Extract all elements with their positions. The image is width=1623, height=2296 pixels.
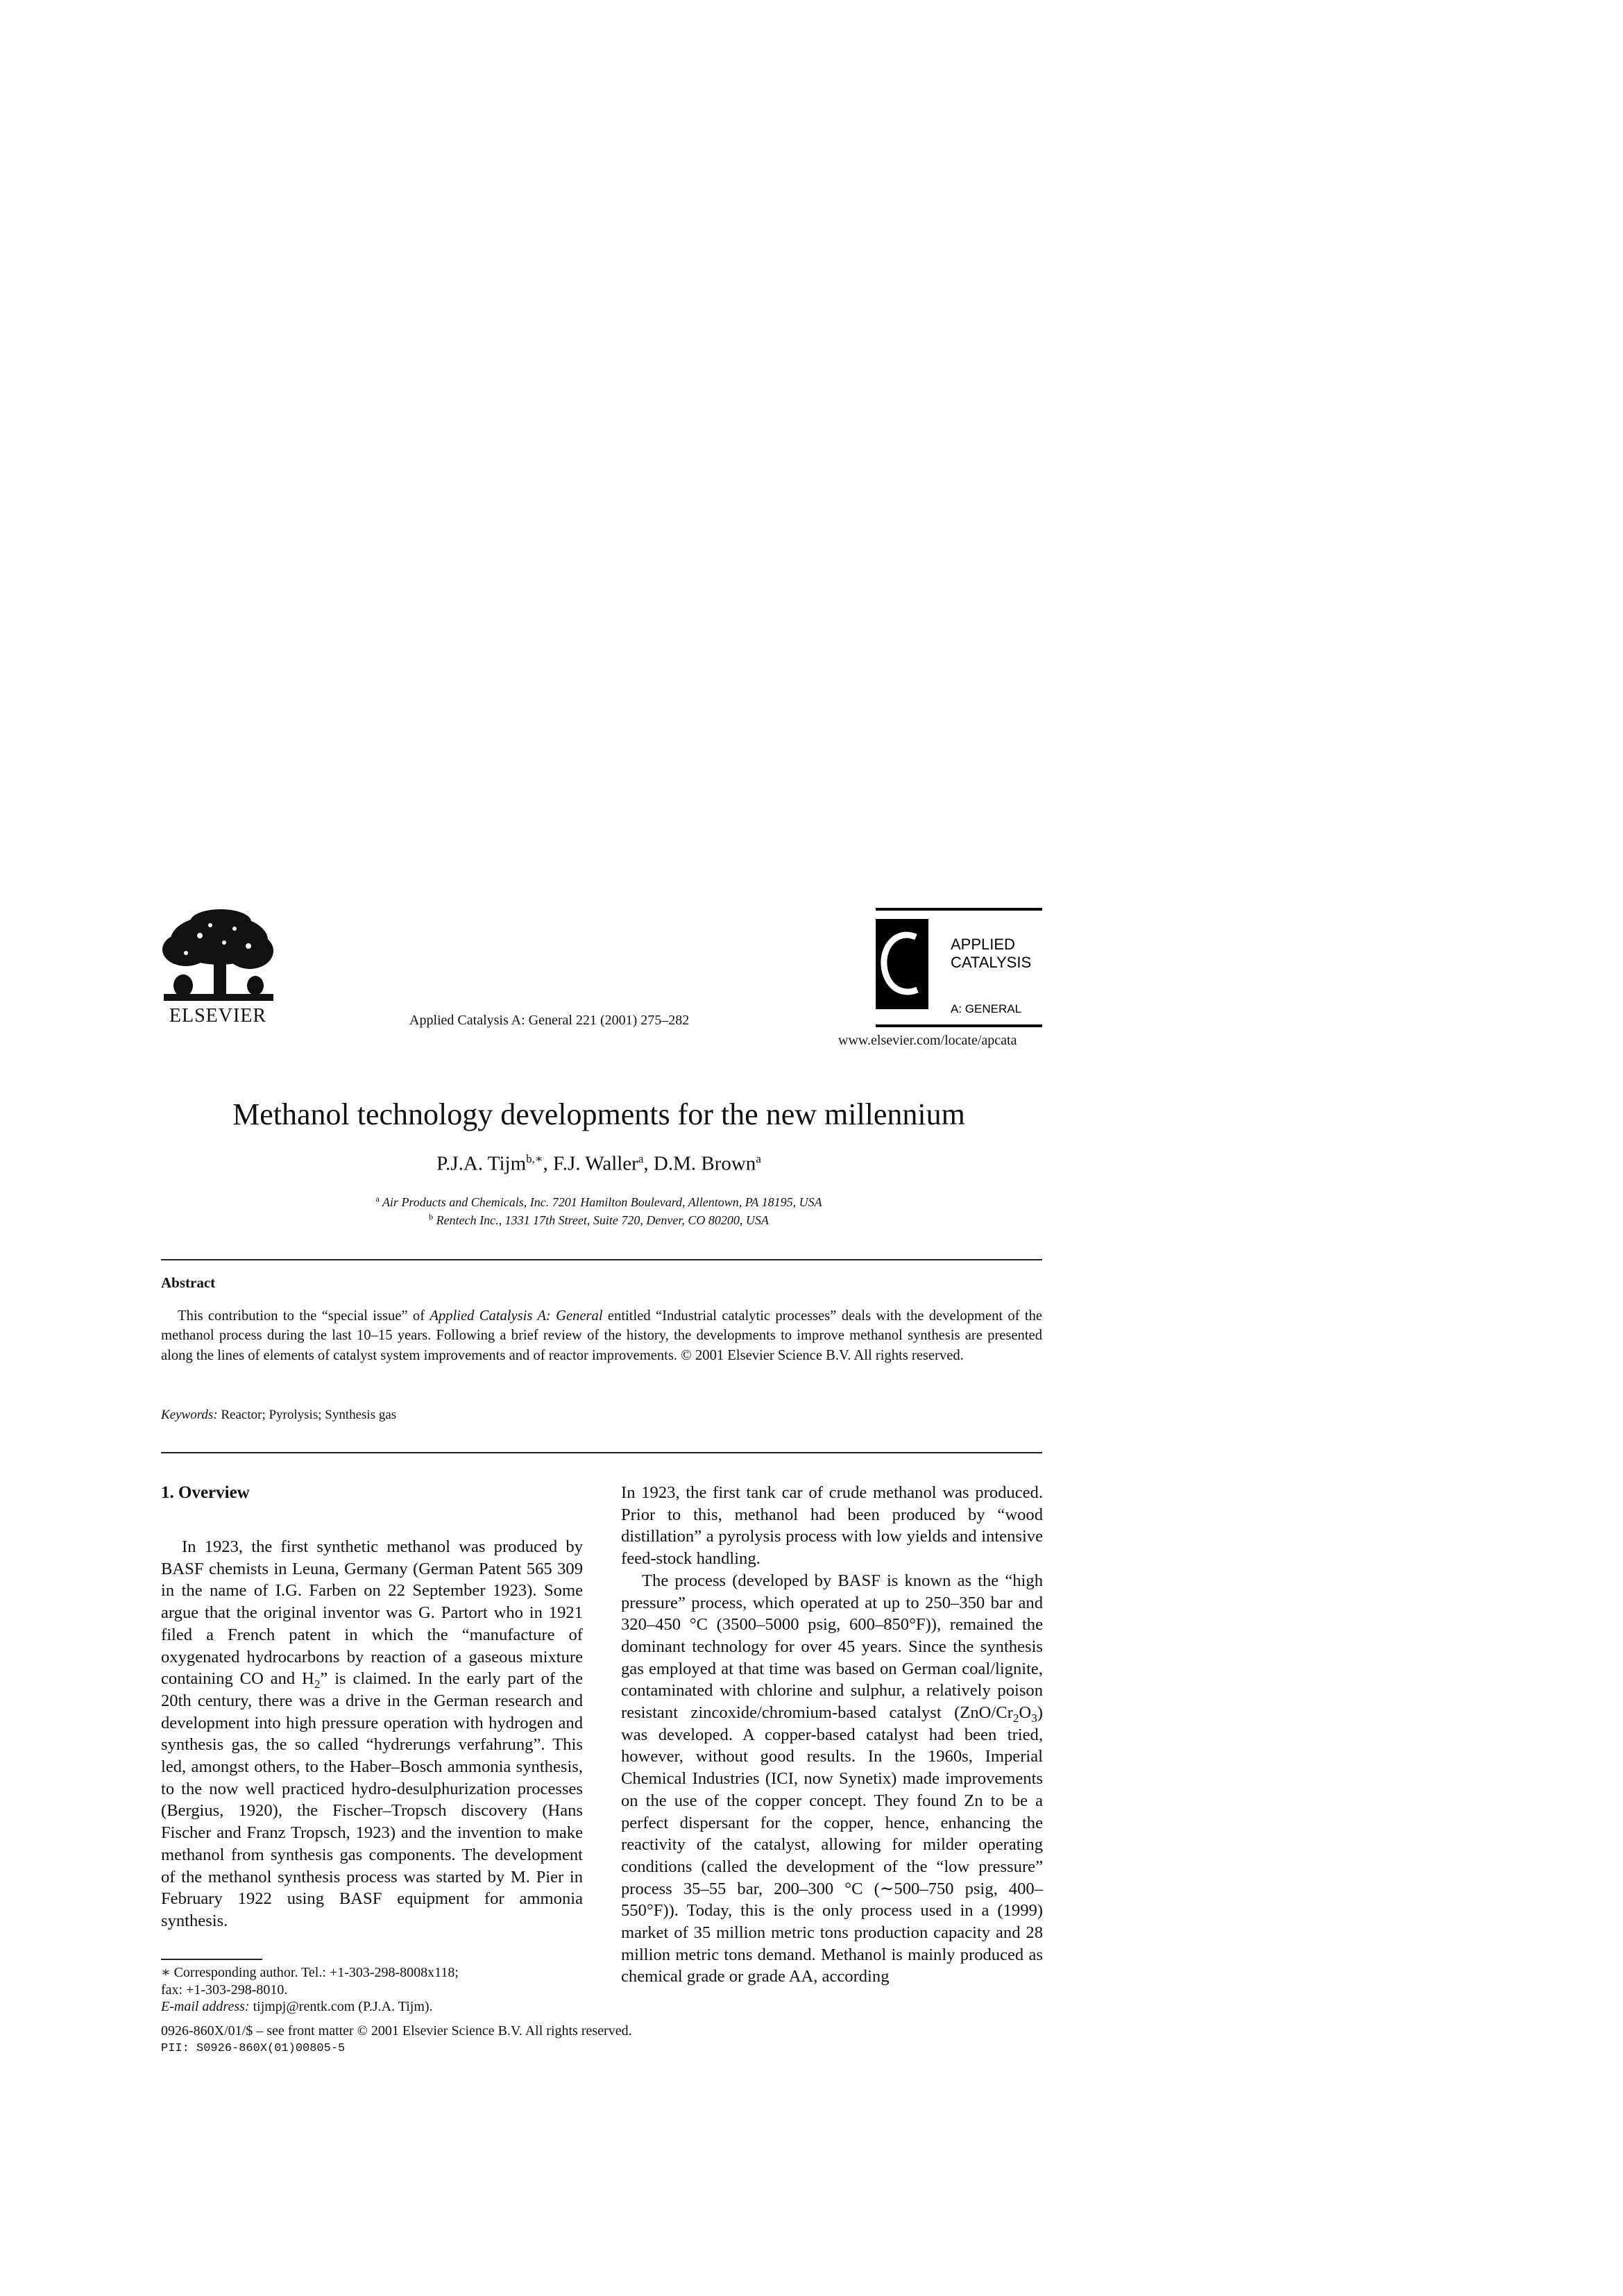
abstract-part: This contribution to the “special issue” of [178, 1308, 430, 1324]
body-paragraph [161, 1536, 583, 1932]
right-column [621, 1482, 1043, 1988]
journal-logo [876, 908, 1042, 1030]
front-matter-info [161, 2022, 632, 2058]
divider [161, 1259, 1042, 1260]
abstract-part: entitled “Industrial catalytic processes” deals with the development of the methanol process during the last 10–15 years. Following a brief review of the history, the developments to improve methanol synthesis are presented along the lines of elements of catalyst system improvements and of reactor improvements. © 2001 Elsevier Science B.V. All rights reserved. [161, 1308, 1043, 1363]
keywords-label: Keywords: [161, 1408, 218, 1422]
abstract-heading: Abstract [161, 1274, 216, 1291]
text-run: O [1019, 1703, 1032, 1723]
affiliation [0, 1212, 1198, 1228]
elsevier-tree-logo [158, 908, 278, 1006]
author-affiliation-mark: a [756, 1152, 761, 1165]
journal-url[interactable]: www.elsevier.com/locate/apcata [838, 1033, 1017, 1048]
catalysis-emblem-icon [876, 919, 928, 1009]
journal-logo-applied: APPLIED [951, 936, 1015, 953]
footnote-line: fax: +1-303-298-8010. [161, 1982, 288, 1998]
body-paragraph [621, 1570, 1043, 1988]
affiliation-text: Air Products and Chemicals, Inc. 7201 Hamilton Boulevard, Allentown, PA 18195, USA [382, 1195, 822, 1209]
author-name: F.J. Waller [552, 1152, 638, 1175]
abstract-journal-name: Applied Catalysis A: General [430, 1308, 603, 1324]
footnote-rule [161, 1959, 262, 1960]
author-separator: , [643, 1152, 654, 1175]
subscript: 2 [314, 1678, 321, 1691]
body-paragraph: In 1923, the first tank car of crude methanol was produced. Prior to this, methanol had been produced by “wood distillation” a pyrolysis process with low yields and intensive feed-stock handling. [621, 1483, 1043, 1569]
text-run: ” is claimed. In the early part of the 20th century, there was a drive in the German research and development into high pressure operation with hydrogen and synthesis gas, the so called “hydrerungs verfahrung”. This led, amongst others, to the Haber–Bosch ammonia synthesis, to the now well practiced hydro-desulphurization processes (Bergius, 1920), the Fischer–Tropsch discovery (Hans Fischer and Franz Tropsch, 1923) and the invention to make methanol from synthesis gas components. The development of the methanol synthesis process was started by M. Pier in February 1922 using BASF equipment for ammonia synthesis. [161, 1669, 583, 1930]
text-run: ) was developed. A copper-based catalyst had been tried, however, without good results. In the 1960s, Imperial Chemical Industries (ICI, now Synetix) made improvements on the use of the copper concept. They found Zn to be a perfect dispersant for the copper, hence, enhancing the reactivity of the catalyst, allowing for milder operating conditions (called the development of the “low pressure” process 35–55 bar, 200–300 °C (∼500–750 psig, 400–550°F)). Today, this is the only process used in a (1999) market of 35 million metric tons production capacity and 28 million metric tons demand. Methanol is mainly produced as chemical grade or grade AA, according [621, 1703, 1043, 1986]
email-address[interactable]: tijmpj@rentk.com (P.J.A. Tijm). [249, 1999, 433, 2014]
author-separator: , [543, 1152, 553, 1175]
footnote-email [161, 1998, 583, 2016]
section-heading: 1. Overview [161, 1483, 250, 1502]
author-list [0, 1152, 1198, 1176]
author-name: D.M. Brown [653, 1152, 756, 1175]
journal-citation: Applied Catalysis A: General 221 (2001) 275–282 [409, 1013, 690, 1028]
abstract-text [161, 1306, 1042, 1365]
left-column [161, 1482, 583, 1932]
affiliation-mark: b [429, 1212, 434, 1222]
pii-line: PII: S0926-860X(01)00805-5 [161, 2042, 346, 2055]
footnote-line: ∗ Corresponding author. Tel.: +1-303-298-8008x118; [161, 1965, 459, 1980]
publisher-name: ELSEVIER [169, 1005, 267, 1027]
keywords-list: Reactor; Pyrolysis; Synthesis gas [217, 1408, 397, 1422]
logo-rule-bottom [876, 1024, 1042, 1027]
subscript: 3 [1031, 1711, 1037, 1725]
author-affiliation-mark: b,∗ [526, 1152, 543, 1165]
article-title: Methanol technology developments for the new millennium [232, 1097, 965, 1131]
affiliation-mark: a [375, 1194, 380, 1204]
logo-rule-top [876, 908, 1042, 911]
author-name: P.J.A. Tijm [436, 1152, 527, 1175]
text-run: The process (developed by BASF is known as the “high pressure” process, which operated at up to 250–350 bar and 320–450 °C (3500–5000 psig, 600–850°F)), remained the dominant technology for over 45 years. Since the synthesis gas employed at that time was based on German coal/lignite, contaminated with chlorine and sulphur, a relatively poison resistant zincoxide/chromium-based catalyst (ZnO/Cr [621, 1571, 1043, 1723]
author-affiliation-mark: a [638, 1152, 644, 1165]
affiliation [0, 1194, 1198, 1210]
divider [161, 1452, 1042, 1453]
affiliation-text: Rentech Inc., 1331 17th Street, Suite 720, Denver, CO 80200, USA [436, 1213, 769, 1227]
text-run: In 1923, the first synthetic methanol was produced by BASF chemists in Leuna, Germany (German Patent 565 309 in the name of I.G. Farben on 22 September 1923). Some argue that the original inventor was G. Partort who in 1921 filed a French patent in which the “manufacture of oxygenated hydrocarbons by reaction of a gaseous mixture containing CO and H [161, 1537, 583, 1689]
journal-logo-general: A: GENERAL [951, 1002, 1022, 1015]
journal-logo-catalysis: CATALYSIS [951, 954, 1032, 971]
corresponding-author-footnote [161, 1964, 583, 2016]
keywords [161, 1408, 396, 1423]
subscript: 2 [1012, 1711, 1019, 1725]
issn-line: 0926-860X/01/$ – see front matter © 2001 Elsevier Science B.V. All rights reserved. [161, 2023, 632, 2038]
email-label: E-mail address: [161, 1999, 250, 2014]
